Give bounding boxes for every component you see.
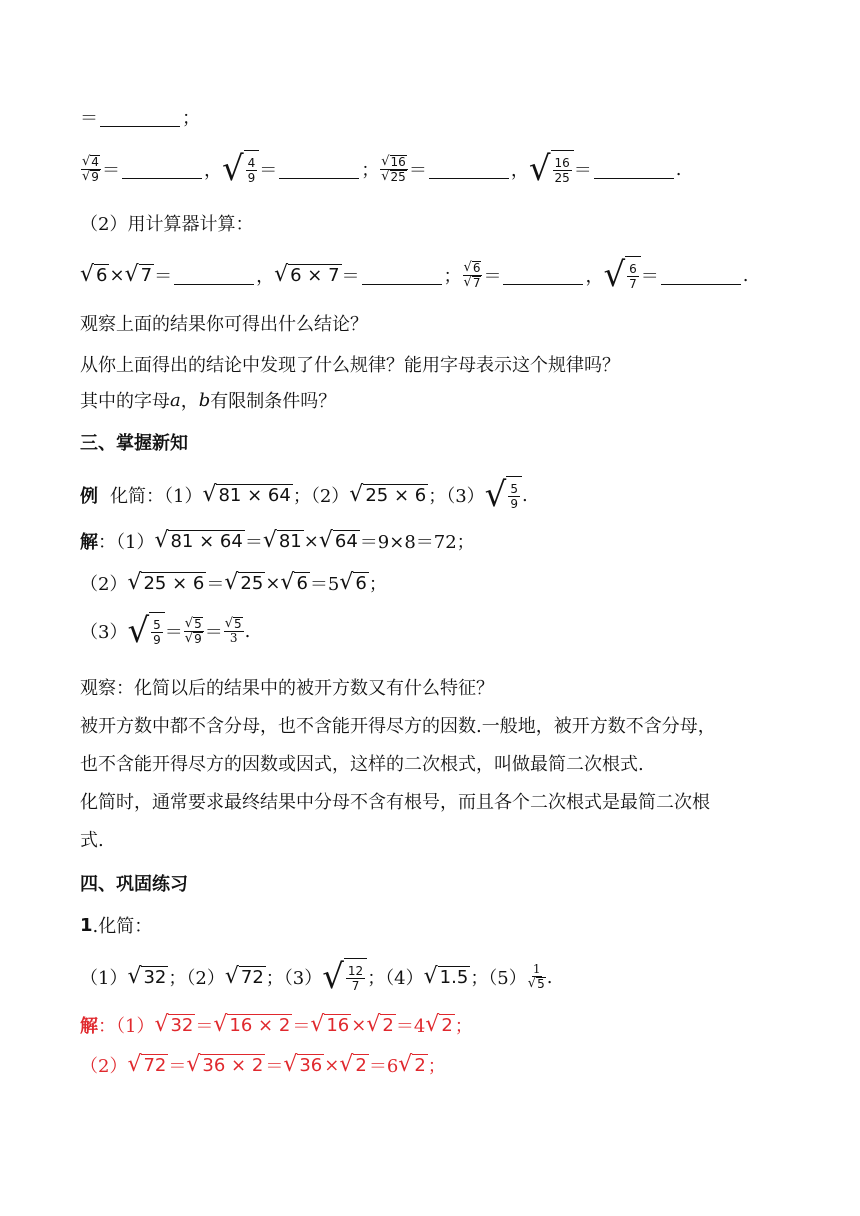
section-3-heading: 三、掌握新知 — [80, 433, 188, 454]
solution-label: 解 — [80, 532, 98, 553]
question-3: 其中的字母 a ， b 有限制条件吗？ — [80, 389, 337, 412]
sqrt-7: √ 7 — [124, 261, 153, 287]
equals-sign: ＝ — [80, 108, 98, 129]
paragraph-1: 被开方数中都不含分母，也不含能开得尽方的因数.一般地，被开方数不含分母， — [80, 716, 716, 737]
exercise-1-items: （1） √ 32 ；（2） √ 72 ；（3） √ 12 7 ；（4） √ 1.5 ；（5） 1 √ 5 . — [80, 957, 553, 997]
solution-2: （2） √ 25 × 6 ＝ √ 25 × √ 6 ＝5 √ 6 ； — [80, 569, 387, 595]
sqrt-of-fraction-4: √ 16 25 — [529, 150, 574, 188]
semicolon: ； — [182, 108, 200, 129]
answer-2: （2） √ 72 ＝ √ 36 × 2 ＝ √ 36 × √ 2 ＝6 √ 2 ； — [80, 1051, 446, 1077]
sqrt-fraction-1: √ 4 √ 9 — [82, 153, 99, 184]
answer-blank[interactable] — [594, 160, 674, 179]
paragraph-3: 化简时，通常要求最终结果中分母不含有根号，而且各个二次根式是最简二次根 — [80, 792, 710, 813]
example-line: 例 化简：（1） √ 81 × 64 ；（2） √ 25 × 6 ；（3） √ 5 9 . — [80, 475, 528, 515]
sqrt-of-fraction-6-7: √ 6 7 — [603, 256, 640, 294]
answer-blank[interactable] — [503, 266, 583, 285]
answer-blank[interactable] — [122, 160, 202, 179]
solution-1: 解 ：（1） √ 81 × 64 ＝ √ 81 × √ 64 ＝9×8＝72； — [80, 527, 475, 553]
paragraph-2: 也不含能开得尽方的因数或因式，这样的二次根式，叫做最简二次根式. — [80, 754, 644, 775]
sqrt-of-fraction-5-9: √ 5 9 — [485, 476, 522, 514]
answer-blank[interactable] — [100, 108, 180, 127]
answer-blank[interactable] — [174, 266, 254, 285]
sqrt-fraction-6-7: √ 6 √ 7 — [463, 259, 481, 290]
paragraph-4: 式. — [80, 830, 104, 851]
sqrt-6x7: √ 6 × 7 — [274, 261, 340, 287]
example-label: 例 — [80, 486, 98, 507]
answer-blank[interactable] — [362, 266, 442, 285]
line-4: √ 6 × √ 7 ＝ ， √ 6 × 7 ＝ ； √ 6 √ 7 ＝ ， √ 6 7 ＝ . — [80, 255, 749, 295]
observation: 观察：化简以后的结果中的被开方数又有什么特征？ — [80, 678, 494, 699]
line-1 — [80, 104, 200, 130]
sqrt-6: √ 6 — [80, 261, 108, 287]
answer-1: 解 ：（1） √ 32 ＝ √ 16 × 2 ＝ √ 16 × √ 2 ＝4 √ 2 ； — [80, 1011, 473, 1037]
solution-3: （3） √ 5 9 ＝ √ 5 √ 9 ＝ √ 5 3 . — [80, 611, 251, 651]
sqrt-fraction-3: √ 16 √ 25 — [381, 153, 406, 184]
line-2: √ 4 √ 9 ＝ ， √ 4 9 ＝ ； √ 16 √ 25 ＝ ， √ 16 25 ＝ . — [82, 149, 682, 189]
sqrt-81x64: √ 81 × 64 — [202, 481, 291, 507]
answer-blank[interactable] — [279, 160, 359, 179]
section-4-heading: 四、巩固练习 — [80, 874, 188, 895]
answer-blank[interactable] — [661, 266, 741, 285]
answer-blank[interactable] — [429, 160, 509, 179]
exercise-1-label: 1 .化简： — [80, 914, 153, 937]
sqrt-25x6: √ 25 × 6 — [349, 481, 427, 507]
question-1: 观察上面的结果你可得出什么结论？ — [80, 314, 368, 335]
part-2-label: （2）用计算器计算： — [80, 214, 254, 235]
question-2: 从你上面得出的结论中发现了什么规律？能用字母表示这个规律吗？ — [80, 355, 620, 376]
sqrt-of-fraction-2: √ 4 9 — [222, 150, 259, 188]
